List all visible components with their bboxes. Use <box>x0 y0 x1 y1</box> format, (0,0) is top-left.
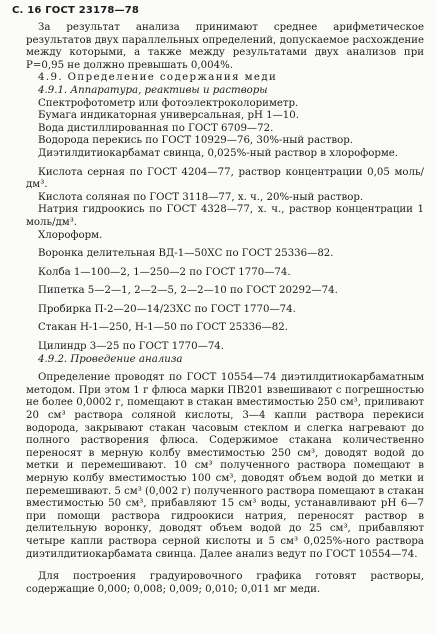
equipment-item: Цилиндр 3—25 по ГОСТ 1770—74. <box>38 341 225 353</box>
reagent-item: Вода дистиллированная по ГОСТ 6709—72. <box>38 122 274 134</box>
reagent-item: Спектрофотометр или фотоэлектроколориметр. <box>38 97 299 109</box>
section-title: 4.9. Определение содержания меди <box>38 72 278 84</box>
reagent-item: Натрия гидроокись по ГОСТ 4328—77, х. ч., раствор концентрации 1 моль/дм³. <box>26 204 424 228</box>
subsection-title: 4.9.2. Проведение анализа <box>38 353 183 365</box>
equipment-item: Стакан Н-1—250, Н-1—50 по ГОСТ 25336—82. <box>38 322 288 334</box>
calibration-paragraph: Для построения градуировочного графика готовят растворы, содержащие 0,000; 0,008; 0,009; 0,010; 0,011 мг меди. <box>26 571 424 595</box>
reagent-item: Кислота серная по ГОСТ 4204—77, раствор концентрации 0,05 моль/дм³. <box>26 166 424 191</box>
procedure-paragraph: Определение проводят по ГОСТ 10554—74 диэтилдитиокарбаматным методом. При этом 1 г флюса марки ПВ201 взвешивают с погрешностью не более 0,0002 г, помещают в стакан вместимостью 250 см³, приливают 20 см³ раствора соляной кислоты, 3—4 капли раствора перекиси водорода, закрывают стакан часовым стеклом и слегка нагревают до полного растворения флюса. Содержимое стакана количественно переносят в мерную колбу вместимостью 250 см³, доводят водой до метки и перемешивают. 10 см³ полученного раствора помещают в мерную колбу вместимостью 100 см³, доводят объем водой до метки и перемешивают. 5 см³ (0,002 г) полученного раствора помещают в стакан вместимостью 50 см³, прибавляют 15 см³ воды, устанавливают рН 6—7 при помощи раствора гидроокиси натрия, переносят раствор в делительную воронку, доводят объем водой до 25 см³, прибавляют четыре капли раствора серной кислоты и 5 см³ 0,025%-ного раствора диэтилдитиокарбамата свинца. Далее анализ ведут по ГОСТ 10554—74. <box>26 372 424 560</box>
reagent-item: Кислота соляная по ГОСТ 3118—77, х. ч., 20%-ный раствор. <box>38 191 364 203</box>
reagent-item: Водорода перекись по ГОСТ 10929—76, 30%-ный раствор. <box>38 135 353 147</box>
reagent-item: Диэтилдитиокарбамат свинца, 0,025%-ный раствор в хлороформе. <box>38 147 399 159</box>
page-header: С. 16 ГОСТ 23178—78 <box>12 5 140 16</box>
equipment-item: Пипетка 5—2—1, 2—2—5, 2—2—10 по ГОСТ 20292—74. <box>38 285 338 297</box>
paragraph-result: За результат анализа принимают среднее арифметическое результатов двух параллельных определений, допускаемое расхождение между которыми, а также между результатами двух анализов при Р=0,95 не должно превышать 0,004%. <box>26 22 424 71</box>
subsection-title: 4.9.1. Аппаратура, реактивы и растворы <box>38 84 268 96</box>
reagent-item: Бумага индикаторная универсальная, рН 1—10. <box>38 110 299 122</box>
reagent-item: Хлороформ. <box>38 229 103 241</box>
document-body <box>26 22 424 596</box>
equipment-item: Колба 1—100—2, 1—250—2 по ГОСТ 1770—74. <box>38 266 291 278</box>
equipment-item: Пробирка П-2—20—14/23ХС по ГОСТ 1770—74. <box>38 303 296 315</box>
equipment-item: Воронка делительная ВД-1—50ХС по ГОСТ 25336—82. <box>38 248 334 260</box>
